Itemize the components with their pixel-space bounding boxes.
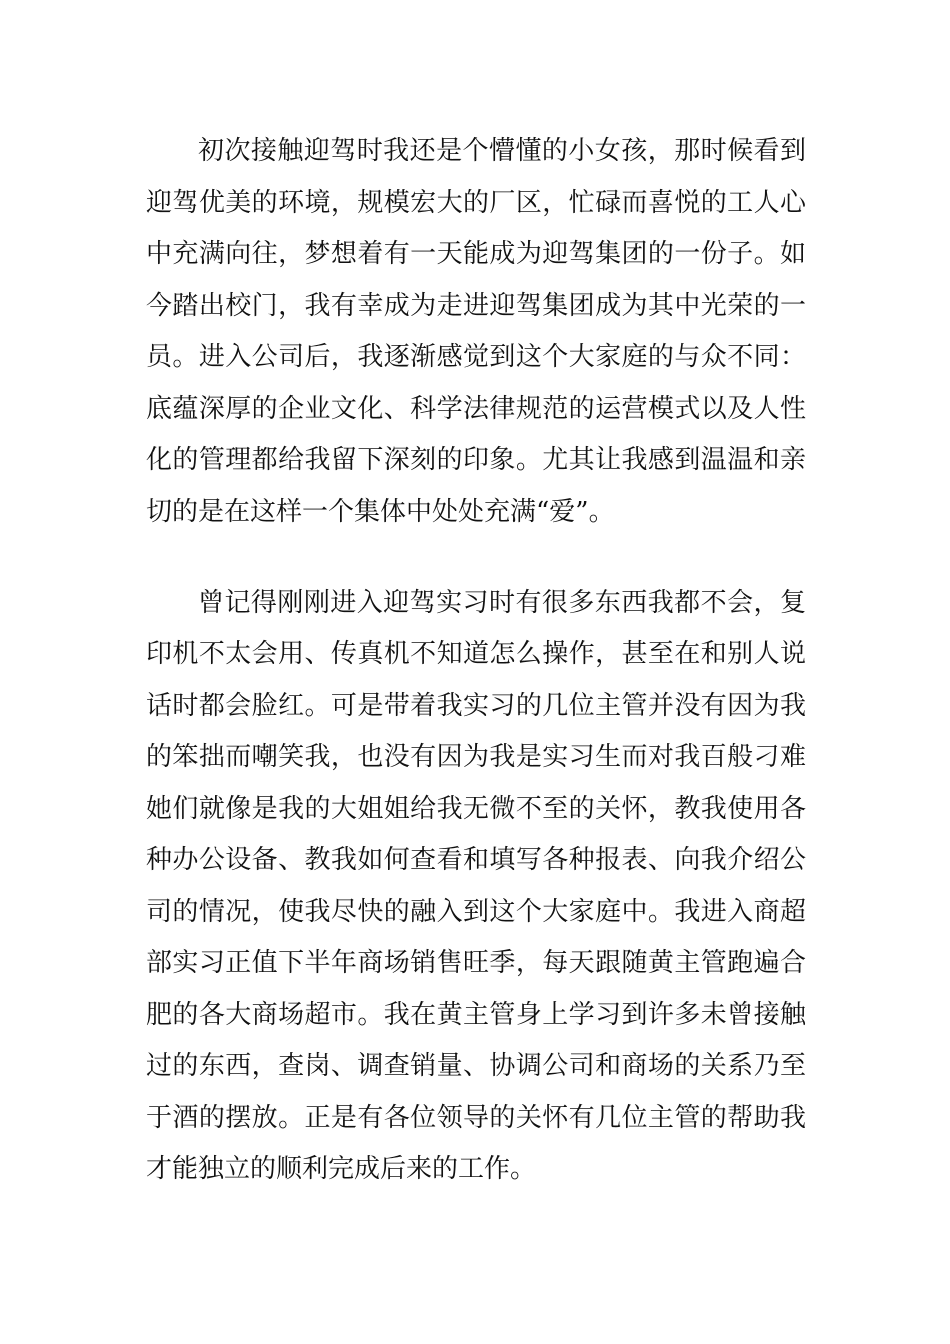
paragraph-line: 种办公设备、教我如何查看和填写各种报表、向我介绍公 [146, 845, 806, 875]
paragraph-line: 过的东西，查岗、调查销量、协调公司和商场的关系乃至 [146, 1051, 806, 1081]
paragraph-line: 切的是在这样一个集体中处处充满“爱”。 [146, 497, 615, 527]
paragraph-line: 底蕴深厚的企业文化、科学法律规范的运营模式以及人性 [146, 394, 806, 424]
paragraph-line: 曾记得刚刚进入迎驾实习时有很多东西我都不会，复 [198, 588, 806, 618]
paragraph-line: 员。进入公司后，我逐渐感觉到这个大家庭的与众不同： [146, 342, 806, 372]
paragraph-line: 于酒的摆放。正是有各位领导的关怀有几位主管的帮助我 [146, 1103, 806, 1133]
paragraph-line: 肥的各大商场超市。我在黄主管身上学习到许多未曾接触 [146, 1000, 806, 1030]
paragraph-line: 部实习正值下半年商场销售旺季，每天跟随黄主管跑遍合 [146, 948, 806, 978]
paragraph-line: 印机不太会用、传真机不知道怎么操作，甚至在和别人说 [146, 639, 806, 669]
paragraph-line: 化的管理都给我留下深刻的印象。尤其让我感到温温和亲 [146, 445, 806, 475]
paragraph-line: 的笨拙而嘲笑我，也没有因为我是实习生而对我百般刁难 [146, 742, 806, 772]
paragraph-line: 迎驾优美的环境，规模宏大的厂区，忙碌而喜悦的工人心 [146, 188, 806, 218]
paragraph-line: 初次接触迎驾时我还是个懵懂的小女孩，那时候看到 [198, 136, 806, 166]
paragraph-line: 今踏出校门，我有幸成为走进迎驾集团成为其中光荣的一 [146, 291, 806, 321]
paragraph-line: 才能独立的顺利完成后来的工作。 [146, 1154, 537, 1184]
paragraph-line: 司的情况，使我尽快的融入到这个大家庭中。我进入商超 [146, 897, 806, 927]
paragraph-line: 中充满向往，梦想着有一天能成为迎驾集团的一份子。如 [146, 239, 806, 269]
paragraph-line: 话时都会脸红。可是带着我实习的几位主管并没有因为我 [146, 691, 806, 721]
paragraph-line: 她们就像是我的大姐姐给我无微不至的关怀，教我使用各 [146, 794, 806, 824]
